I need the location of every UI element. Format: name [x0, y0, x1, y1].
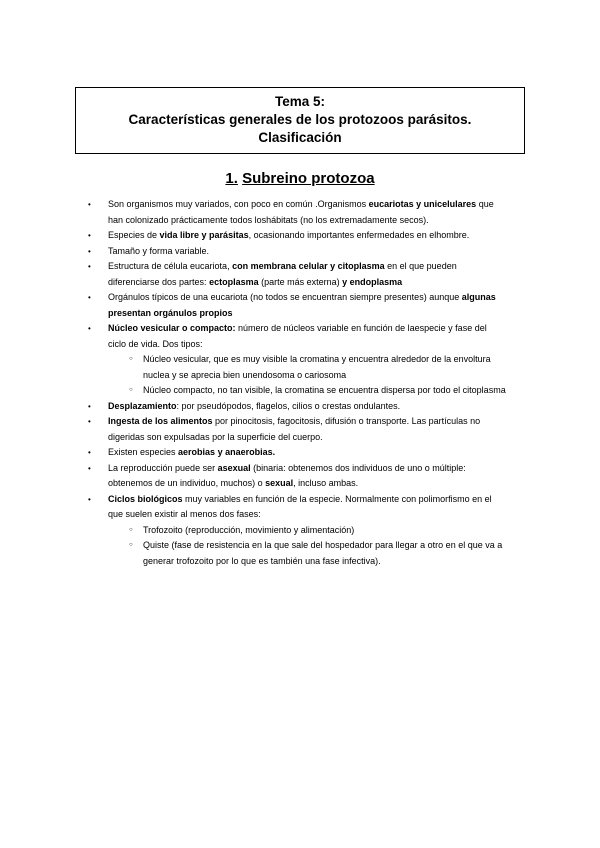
list-item: • Existen especies aerobias y anaerobias.: [86, 445, 506, 461]
section-heading: [0, 170, 600, 187]
list-item: • Núcleo vesicular o compacto: número de núcleos variable en función de laespecie y fase del ciclo de vida. Dos tipos: ○ Núcleo vesicular, que es muy visible la cromatina y encuentra alrededor de la envoltura nuclea y se aprecia bien unendosoma o cariosoma ○ Núcleo compacto, no tan visible, la cromatina se encuentra dispersa por todo el citoplasma: [86, 321, 506, 399]
sub-list: [108, 523, 506, 570]
sub-list-item: ○ Núcleo vesicular, que es muy visible la cromatina y encuentra alrededor de la envoltura nuclea y se aprecia bien unendosoma o cariosoma: [108, 352, 506, 383]
section-number: 1.: [225, 170, 238, 187]
bullet-list: [86, 197, 506, 569]
list-item: • Estructura de célula eucariota, con membrana celular y citoplasma en el que pueden diferenciarse dos partes: ectoplasma (parte más externa) y endoplasma: [86, 259, 506, 290]
sub-list-item: ○ Núcleo compacto, no tan visible, la cromatina se encuentra dispersa por todo el citoplasma: [108, 383, 506, 399]
title-box: [75, 87, 525, 154]
list-item: • Ingesta de los alimentos por pinocitosis, fagocitosis, difusión o transporte. Las partículas no digeridas son expulsadas por la superficie del cuerpo.: [86, 414, 506, 445]
list-item: • Ciclos biológicos muy variables en función de la especie. Normalmente con polimorfismo en el que suelen existir al menos dos fases: ○ Trofozoito (reproducción, movimiento y alimentación) ○ Quiste (fase de resistencia en la que sale del hospedador para llegar a otro en el que va a generar trofozoito por lo que es también una fase infectiva).: [86, 492, 506, 570]
list-item: • Tamaño y forma variable.: [86, 244, 506, 260]
list-item: • Son organismos muy variados, con poco en común .Organismos eucariotas y unicelulares que han colonizado prácticamente todos loshábitats (no los extremadamente secos).: [86, 197, 506, 228]
sub-list-item: ○ Quiste (fase de resistencia en la que sale del hospedador para llegar a otro en el que va a generar trofozoito por lo que es también una fase infectiva).: [108, 538, 506, 569]
list-item: • Desplazamiento: por pseudópodos, flagelos, cilios o crestas ondulantes.: [86, 399, 506, 415]
sub-list: [108, 352, 506, 399]
list-item: • La reproducción puede ser asexual (binaria: obtenemos dos individuos de uno o múltiple: obtenemos de un individuo, muchos) o sexual, incluso ambas.: [86, 461, 506, 492]
section-title: Subreino protozoa: [242, 170, 375, 187]
title-line-3: Clasificación: [258, 130, 342, 145]
sub-list-item: ○ Trofozoito (reproducción, movimiento y alimentación): [108, 523, 506, 539]
list-item: • Especies de vida libre y parásitas, ocasionando importantes enfermedades en elhombre.: [86, 228, 506, 244]
title-line-2: Características generales de los protozoos parásitos.: [128, 112, 472, 127]
list-item: • Orgánulos típicos de una eucariota (no todos se encuentran siempre presentes) aunque algunas presentan orgánulos propios: [86, 290, 506, 321]
title-line-1: Tema 5:: [274, 94, 326, 109]
